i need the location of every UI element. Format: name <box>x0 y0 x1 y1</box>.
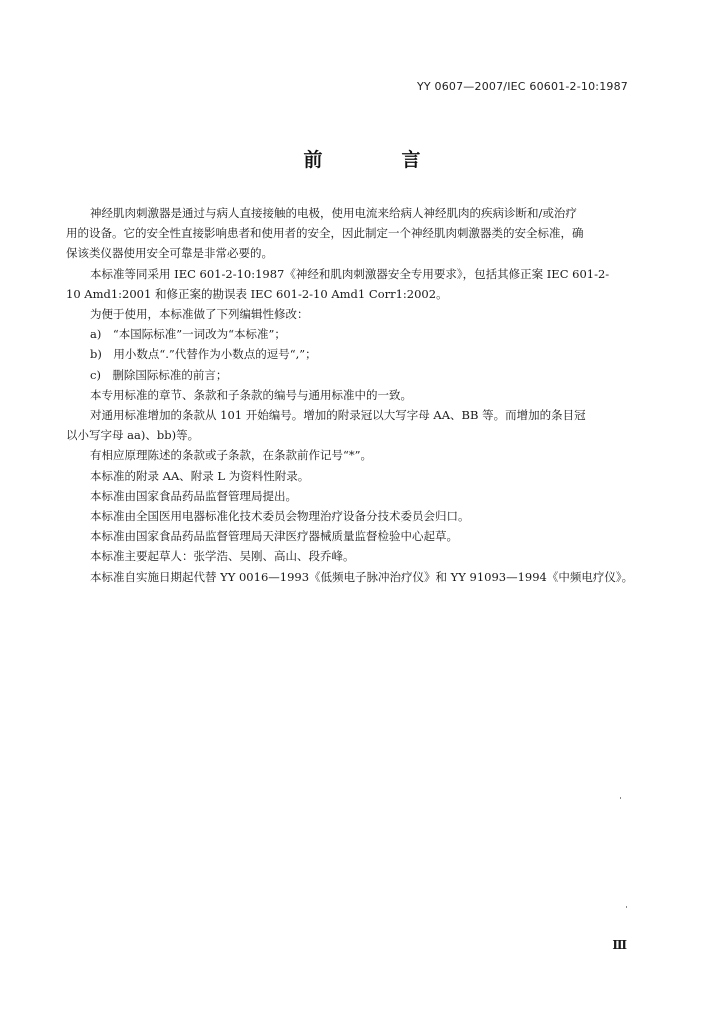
paragraph-line: 10 Amd1:2001 和修正案的勘误表 IEC 601-2-10 Amd1 Corr1:2002。 <box>66 286 448 301</box>
paragraph-line: 本标准主要起草人：张学浩、吴刚、高山、段乔峰。 <box>90 549 355 564</box>
paragraph-line: 本标准自实施日期起代替 YY 0016—1993《低频电子脉冲治疗仪》和 YY 91093—1994《中频电疗仪》。 <box>90 569 634 584</box>
paragraph-line: 保该类仪器使用安全可靠是非常必要的。 <box>66 246 273 261</box>
paragraph-line: 用的设备。它的安全性直接影响患者和使用者的安全，因此制定一个神经肌肉刺激器类的安全标准，确 <box>66 226 584 241</box>
list-item: c) 删除国际标准的前言； <box>90 367 228 382</box>
paragraph-line: 以小写字母 aa)、bb)等。 <box>66 428 200 443</box>
list-item: b) 用小数点“.”代替作为小数点的逗号“,”； <box>90 347 317 362</box>
paragraph-line: 本标准等同采用 IEC 601-2-10:1987《神经和肌肉刺激器安全专用要求》，包括其修正案 IEC 601-2- <box>90 266 610 281</box>
paragraph-line: 本标准由国家食品药品监督管理局天津医疗器械质量监督检验中心起草。 <box>90 529 458 544</box>
paragraph-line: 对通用标准增加的条款从 101 开始编号。增加的附录冠以大写字母 AA、BB 等。而增加的条目冠 <box>90 408 586 423</box>
paragraph-line: 有相应原理陈述的条款或子条款，在条款前作记号“*”。 <box>90 448 373 463</box>
document-body <box>66 203 635 587</box>
paragraph-line: 本标准由国家食品药品监督管理局提出。 <box>90 488 297 503</box>
paragraph-line: 神经肌肉刺激器是通过与病人直接接触的电极，使用电流来给病人神经肌肉的疾病诊断和/或治疗 <box>90 206 577 220</box>
document-header: YY 0607—2007/IEC 60601-2-10:1987 <box>416 80 628 93</box>
paragraph-line: 为便于使用，本标准做了下列编辑性修改： <box>90 307 309 322</box>
scan-speck <box>620 797 621 799</box>
scan-speck <box>626 906 627 908</box>
page-title: 前 言 <box>303 149 451 171</box>
paragraph-line: 本标准由全国医用电器标准化技术委员会物理治疗设备分技术委员会归口。 <box>90 509 470 524</box>
page-number: Ⅲ <box>612 938 627 952</box>
paragraph-line: 本标准的附录 AA、附录 L 为资料性附录。 <box>90 468 310 483</box>
list-item: a) “本国际标准”一词改为“本标准”； <box>90 327 286 342</box>
paragraph-line: 本专用标准的章节、条款和子条款的编号与通用标准中的一致。 <box>90 387 412 402</box>
